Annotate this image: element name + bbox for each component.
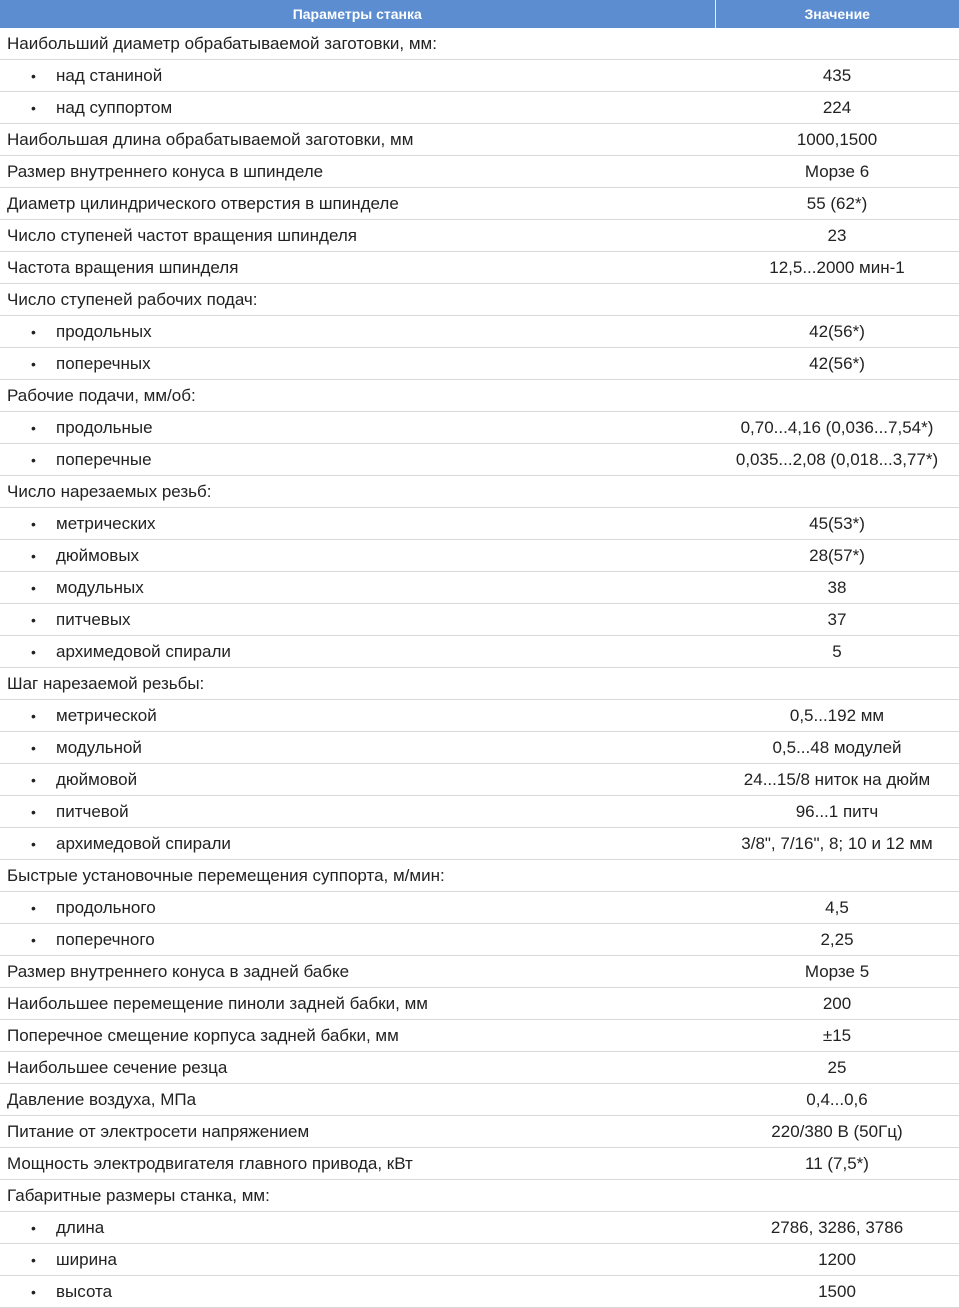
param-label: Быстрые установочные перемещения суппорта, м/мин: xyxy=(7,865,445,885)
param-label: Поперечное смещение корпуса задней бабки, мм xyxy=(7,1025,399,1045)
param-cell xyxy=(0,540,715,572)
value-cell: 23 xyxy=(715,220,959,252)
param-cell xyxy=(0,892,715,924)
bullet-icon: • xyxy=(31,451,36,468)
value-cell: 0,5...192 мм xyxy=(715,700,959,732)
value-cell: 3/8", 7/16", 8; 10 и 12 мм xyxy=(715,828,959,860)
param-label: Число ступеней рабочих подач: xyxy=(7,289,258,309)
param-label: Число ступеней частот вращения шпинделя xyxy=(7,225,357,245)
table-row xyxy=(0,252,959,284)
table-row xyxy=(0,124,959,156)
param-cell xyxy=(0,476,715,508)
param-label: поперечного xyxy=(56,929,155,949)
value-cell: 42(56*) xyxy=(715,316,959,348)
value-cell: 11 (7,5*) xyxy=(715,1148,959,1180)
param-label: Размер внутреннего конуса в задней бабке xyxy=(7,961,350,981)
bullet-icon: • xyxy=(31,1251,36,1268)
table-row xyxy=(0,924,959,956)
bullet-icon: • xyxy=(31,323,36,340)
param-cell xyxy=(0,316,715,348)
value-cell: 42(56*) xyxy=(715,348,959,380)
value-cell: 55 (62*) xyxy=(715,188,959,220)
table-row xyxy=(0,60,959,92)
param-label: Число нарезаемых резьб: xyxy=(7,481,212,501)
table-row xyxy=(0,1212,959,1244)
param-cell xyxy=(0,1276,715,1308)
param-label: продольного xyxy=(56,897,156,917)
table-row xyxy=(0,828,959,860)
param-cell xyxy=(0,444,715,476)
bullet-icon: • xyxy=(31,771,36,788)
param-label: Наибольшая длина обрабатываемой заготовки, мм xyxy=(7,129,414,149)
bullet-icon: • xyxy=(31,579,36,596)
param-label: дюймовых xyxy=(56,545,140,565)
param-label: продольных xyxy=(56,321,152,341)
bullet-icon: • xyxy=(31,931,36,948)
bullet-icon: • xyxy=(31,355,36,372)
param-cell xyxy=(0,220,715,252)
value-cell: 200 xyxy=(715,988,959,1020)
value-cell: 45(53*) xyxy=(715,508,959,540)
param-cell xyxy=(0,860,715,892)
param-label: архимедовой спирали xyxy=(56,641,231,661)
bullet-icon: • xyxy=(31,707,36,724)
table-row xyxy=(0,284,959,316)
param-label: над суппортом xyxy=(56,97,173,117)
param-label: высота xyxy=(56,1281,113,1301)
param-label: Рабочие подачи, мм/об: xyxy=(7,385,196,405)
param-cell xyxy=(0,60,715,92)
param-cell xyxy=(0,636,715,668)
param-cell xyxy=(0,988,715,1020)
param-cell xyxy=(0,668,715,700)
table-row xyxy=(0,348,959,380)
table-row xyxy=(0,1084,959,1116)
value-cell: 96...1 питч xyxy=(715,796,959,828)
value-cell: 0,70...4,16 (0,036...7,54*) xyxy=(715,412,959,444)
table-row xyxy=(0,316,959,348)
bullet-icon: • xyxy=(31,515,36,532)
param-cell xyxy=(0,956,715,988)
param-cell xyxy=(0,1148,715,1180)
param-label: модульных xyxy=(56,577,144,597)
table-row xyxy=(0,92,959,124)
param-cell xyxy=(0,348,715,380)
value-cell: 5 xyxy=(715,636,959,668)
param-cell xyxy=(0,508,715,540)
param-cell xyxy=(0,1020,715,1052)
param-cell xyxy=(0,1244,715,1276)
param-label: питчевых xyxy=(56,609,131,629)
table-row xyxy=(0,444,959,476)
table-row xyxy=(0,188,959,220)
table-row xyxy=(0,668,959,700)
param-cell xyxy=(0,1052,715,1084)
table-row xyxy=(0,700,959,732)
value-cell: 24...15/8 ниток на дюйм xyxy=(715,764,959,796)
value-cell: 2,25 xyxy=(715,924,959,956)
value-cell: 0,035...2,08 (0,018...3,77*) xyxy=(715,444,959,476)
param-cell xyxy=(0,924,715,956)
param-label: метрических xyxy=(56,513,156,533)
param-cell xyxy=(0,1180,715,1212)
bullet-icon: • xyxy=(31,419,36,436)
table-row xyxy=(0,892,959,924)
param-label: ширина xyxy=(56,1249,117,1269)
param-cell xyxy=(0,188,715,220)
param-cell xyxy=(0,796,715,828)
param-label: Питание от электросети напряжением xyxy=(7,1121,310,1141)
value-cell xyxy=(715,860,959,892)
param-label: Наибольший диаметр обрабатываемой заготовки, мм: xyxy=(7,33,437,53)
param-cell xyxy=(0,252,715,284)
value-cell: Морзе 5 xyxy=(715,956,959,988)
value-cell: 1500 xyxy=(715,1276,959,1308)
param-label: длина xyxy=(56,1217,105,1237)
table-row xyxy=(0,156,959,188)
table-row xyxy=(0,508,959,540)
value-cell: 224 xyxy=(715,92,959,124)
value-cell: 2786, 3286, 3786 xyxy=(715,1212,959,1244)
param-cell xyxy=(0,28,715,60)
value-cell: ±15 xyxy=(715,1020,959,1052)
param-label: продольные xyxy=(56,417,153,437)
param-label: дюймовой xyxy=(56,769,138,789)
param-label: поперечных xyxy=(56,353,151,373)
bullet-icon: • xyxy=(31,739,36,756)
table-row xyxy=(0,540,959,572)
param-cell xyxy=(0,156,715,188)
param-label: Мощность электродвигателя главного привода, кВт xyxy=(7,1153,413,1173)
value-cell: 28(57*) xyxy=(715,540,959,572)
param-label: Наибольшее перемещение пиноли задней бабки, мм xyxy=(7,993,428,1013)
value-cell xyxy=(715,380,959,412)
param-label: над станиной xyxy=(56,65,163,85)
value-cell: Морзе 6 xyxy=(715,156,959,188)
header-value: Значение xyxy=(715,0,959,28)
param-cell xyxy=(0,412,715,444)
bullet-icon: • xyxy=(31,1283,36,1300)
bullet-icon: • xyxy=(31,99,36,116)
param-cell xyxy=(0,700,715,732)
param-cell xyxy=(0,604,715,636)
table-row xyxy=(0,764,959,796)
value-cell: 38 xyxy=(715,572,959,604)
param-label: Наибольшее сечение резца xyxy=(7,1057,228,1077)
value-cell: 37 xyxy=(715,604,959,636)
bullet-icon: • xyxy=(31,643,36,660)
param-cell xyxy=(0,764,715,796)
value-cell xyxy=(715,1180,959,1212)
bullet-icon: • xyxy=(31,899,36,916)
param-cell xyxy=(0,732,715,764)
param-label: Давление воздуха, МПа xyxy=(7,1089,197,1109)
param-cell xyxy=(0,572,715,604)
table-row xyxy=(0,956,959,988)
value-cell: 1000,1500 xyxy=(715,124,959,156)
param-cell xyxy=(0,124,715,156)
table-row xyxy=(0,412,959,444)
value-cell xyxy=(715,28,959,60)
param-label: поперечные xyxy=(56,449,152,469)
table-header xyxy=(0,0,959,28)
value-cell: 25 xyxy=(715,1052,959,1084)
value-cell: 4,5 xyxy=(715,892,959,924)
value-cell: 0,5...48 модулей xyxy=(715,732,959,764)
param-label: метрической xyxy=(56,705,157,725)
param-label: Размер внутреннего конуса в шпинделе xyxy=(7,161,324,181)
param-label: Частота вращения шпинделя xyxy=(7,257,239,277)
table-row xyxy=(0,860,959,892)
param-label: питчевой xyxy=(56,801,129,821)
table-row xyxy=(0,1276,959,1308)
table-row xyxy=(0,28,959,60)
value-cell xyxy=(715,284,959,316)
bullet-icon: • xyxy=(31,835,36,852)
table-row xyxy=(0,1020,959,1052)
param-cell xyxy=(0,1116,715,1148)
table-row xyxy=(0,988,959,1020)
param-cell xyxy=(0,1084,715,1116)
table-row xyxy=(0,604,959,636)
bullet-icon: • xyxy=(31,611,36,628)
param-cell xyxy=(0,92,715,124)
value-cell: 1200 xyxy=(715,1244,959,1276)
param-label: Диаметр цилиндрического отверстия в шпинделе xyxy=(7,193,399,213)
table-row xyxy=(0,636,959,668)
table-row xyxy=(0,476,959,508)
value-cell: 220/380 В (50Гц) xyxy=(715,1116,959,1148)
header-row xyxy=(0,0,959,28)
value-cell xyxy=(715,476,959,508)
table-row xyxy=(0,572,959,604)
param-cell xyxy=(0,380,715,412)
param-cell xyxy=(0,828,715,860)
header-param: Параметры станка xyxy=(0,0,715,28)
value-cell xyxy=(715,668,959,700)
param-label: архимедовой спирали xyxy=(56,833,231,853)
table-row xyxy=(0,220,959,252)
bullet-icon: • xyxy=(31,547,36,564)
table-row xyxy=(0,1180,959,1212)
param-cell xyxy=(0,1212,715,1244)
value-cell: 435 xyxy=(715,60,959,92)
bullet-icon: • xyxy=(31,67,36,84)
param-label: Габаритные размеры станка, мм: xyxy=(7,1185,270,1205)
table-row xyxy=(0,380,959,412)
table-body xyxy=(0,28,959,1308)
table-row xyxy=(0,1244,959,1276)
bullet-icon: • xyxy=(31,803,36,820)
bullet-icon: • xyxy=(31,1219,36,1236)
param-cell xyxy=(0,284,715,316)
table-row xyxy=(0,1116,959,1148)
table-row xyxy=(0,1148,959,1180)
table-row xyxy=(0,1052,959,1084)
table-row xyxy=(0,796,959,828)
table-row xyxy=(0,732,959,764)
param-label: модульной xyxy=(56,737,142,757)
value-cell: 0,4...0,6 xyxy=(715,1084,959,1116)
param-label: Шаг нарезаемой резьбы: xyxy=(7,673,205,693)
value-cell: 12,5...2000 мин-1 xyxy=(715,252,959,284)
